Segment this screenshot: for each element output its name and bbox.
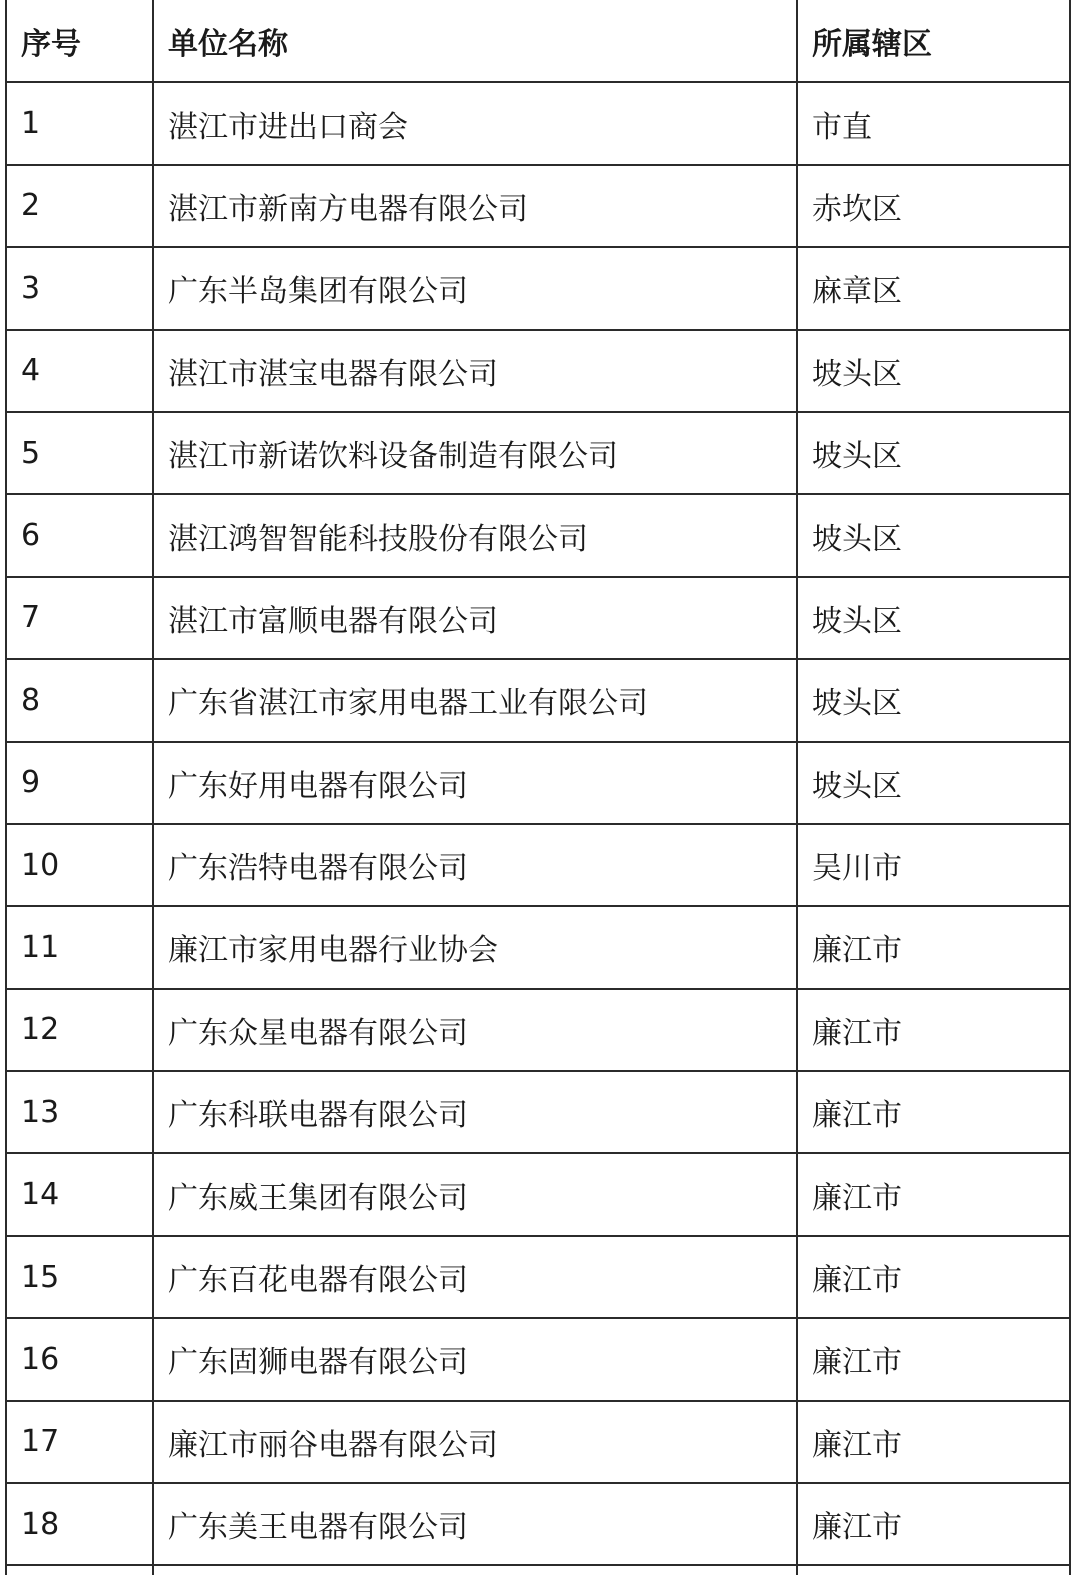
table-row xyxy=(7,1483,1069,1565)
row-district-cell: 坡头区 xyxy=(797,494,1069,576)
row-company-name-cell: 湛江市进出口商会 xyxy=(153,82,797,164)
row-district-cell: 坡头区 xyxy=(797,659,1069,741)
table-body xyxy=(7,82,1069,1575)
partial-cell xyxy=(797,1565,1069,1575)
row-district-cell: 廉江市 xyxy=(797,1236,1069,1318)
row-company-name-cell: 湛江市富顺电器有限公司 xyxy=(153,577,797,659)
row-district-cell: 廉江市 xyxy=(797,1483,1069,1565)
header-district: 所属辖区 xyxy=(797,0,1069,82)
table-row xyxy=(7,1401,1069,1483)
table-row xyxy=(7,659,1069,741)
row-index-cell: 8 xyxy=(7,659,153,741)
row-company-name-cell: 广东科联电器有限公司 xyxy=(153,1071,797,1153)
header-company-name: 单位名称 xyxy=(153,0,797,82)
row-company-name-cell: 广东固狮电器有限公司 xyxy=(153,1318,797,1400)
row-company-name-cell: 湛江市新南方电器有限公司 xyxy=(153,165,797,247)
row-district-cell: 廉江市 xyxy=(797,1071,1069,1153)
table-row xyxy=(7,412,1069,494)
row-index-cell: 1 xyxy=(7,82,153,164)
row-index-cell: 2 xyxy=(7,165,153,247)
row-index-cell: 16 xyxy=(7,1318,153,1400)
row-company-name-cell: 广东威王集团有限公司 xyxy=(153,1153,797,1235)
partial-cell xyxy=(7,1565,153,1575)
row-index-cell: 10 xyxy=(7,824,153,906)
partial-cell xyxy=(153,1565,797,1575)
row-company-name-cell: 廉江市家用电器行业协会 xyxy=(153,906,797,988)
row-district-cell: 廉江市 xyxy=(797,1153,1069,1235)
table-row xyxy=(7,906,1069,988)
header-index: 序号 xyxy=(7,0,153,82)
table-row-partial xyxy=(7,1565,1069,1575)
row-district-cell: 廉江市 xyxy=(797,906,1069,988)
row-index-cell: 6 xyxy=(7,494,153,576)
row-company-name-cell: 广东众星电器有限公司 xyxy=(153,989,797,1071)
row-index-cell: 12 xyxy=(7,989,153,1071)
table-row xyxy=(7,165,1069,247)
table-row xyxy=(7,824,1069,906)
row-index-cell: 18 xyxy=(7,1483,153,1565)
row-company-name-cell: 湛江鸿智智能科技股份有限公司 xyxy=(153,494,797,576)
company-table-grid xyxy=(7,0,1069,1575)
row-company-name-cell: 广东美王电器有限公司 xyxy=(153,1483,797,1565)
row-district-cell: 坡头区 xyxy=(797,742,1069,824)
row-index-cell: 4 xyxy=(7,330,153,412)
row-company-name-cell: 广东好用电器有限公司 xyxy=(153,742,797,824)
table-header-row xyxy=(7,0,1069,82)
table-row xyxy=(7,1318,1069,1400)
table-row xyxy=(7,247,1069,329)
row-district-cell: 吴川市 xyxy=(797,824,1069,906)
row-index-cell: 3 xyxy=(7,247,153,329)
row-index-cell: 13 xyxy=(7,1071,153,1153)
row-district-cell: 赤坎区 xyxy=(797,165,1069,247)
row-index-cell: 11 xyxy=(7,906,153,988)
row-index-cell: 9 xyxy=(7,742,153,824)
row-company-name-cell: 廉江市丽谷电器有限公司 xyxy=(153,1401,797,1483)
table-row xyxy=(7,494,1069,576)
row-company-name-cell: 湛江市湛宝电器有限公司 xyxy=(153,330,797,412)
row-company-name-cell: 湛江市新诺饮料设备制造有限公司 xyxy=(153,412,797,494)
row-district-cell: 坡头区 xyxy=(797,412,1069,494)
table-row xyxy=(7,82,1069,164)
row-index-cell: 7 xyxy=(7,577,153,659)
row-index-cell: 14 xyxy=(7,1153,153,1235)
row-company-name-cell: 广东省湛江市家用电器工业有限公司 xyxy=(153,659,797,741)
row-index-cell: 15 xyxy=(7,1236,153,1318)
table-row xyxy=(7,1071,1069,1153)
table-row xyxy=(7,742,1069,824)
table-row xyxy=(7,989,1069,1071)
row-district-cell: 坡头区 xyxy=(797,577,1069,659)
table-row xyxy=(7,577,1069,659)
company-table xyxy=(5,0,1071,1575)
row-company-name-cell: 广东百花电器有限公司 xyxy=(153,1236,797,1318)
table-row xyxy=(7,330,1069,412)
row-district-cell: 廉江市 xyxy=(797,989,1069,1071)
row-company-name-cell: 广东浩特电器有限公司 xyxy=(153,824,797,906)
row-district-cell: 麻章区 xyxy=(797,247,1069,329)
row-district-cell: 廉江市 xyxy=(797,1318,1069,1400)
row-district-cell: 廉江市 xyxy=(797,1401,1069,1483)
row-district-cell: 市直 xyxy=(797,82,1069,164)
row-company-name-cell: 广东半岛集团有限公司 xyxy=(153,247,797,329)
row-index-cell: 17 xyxy=(7,1401,153,1483)
table-row xyxy=(7,1236,1069,1318)
row-index-cell: 5 xyxy=(7,412,153,494)
table-row xyxy=(7,1153,1069,1235)
row-district-cell: 坡头区 xyxy=(797,330,1069,412)
